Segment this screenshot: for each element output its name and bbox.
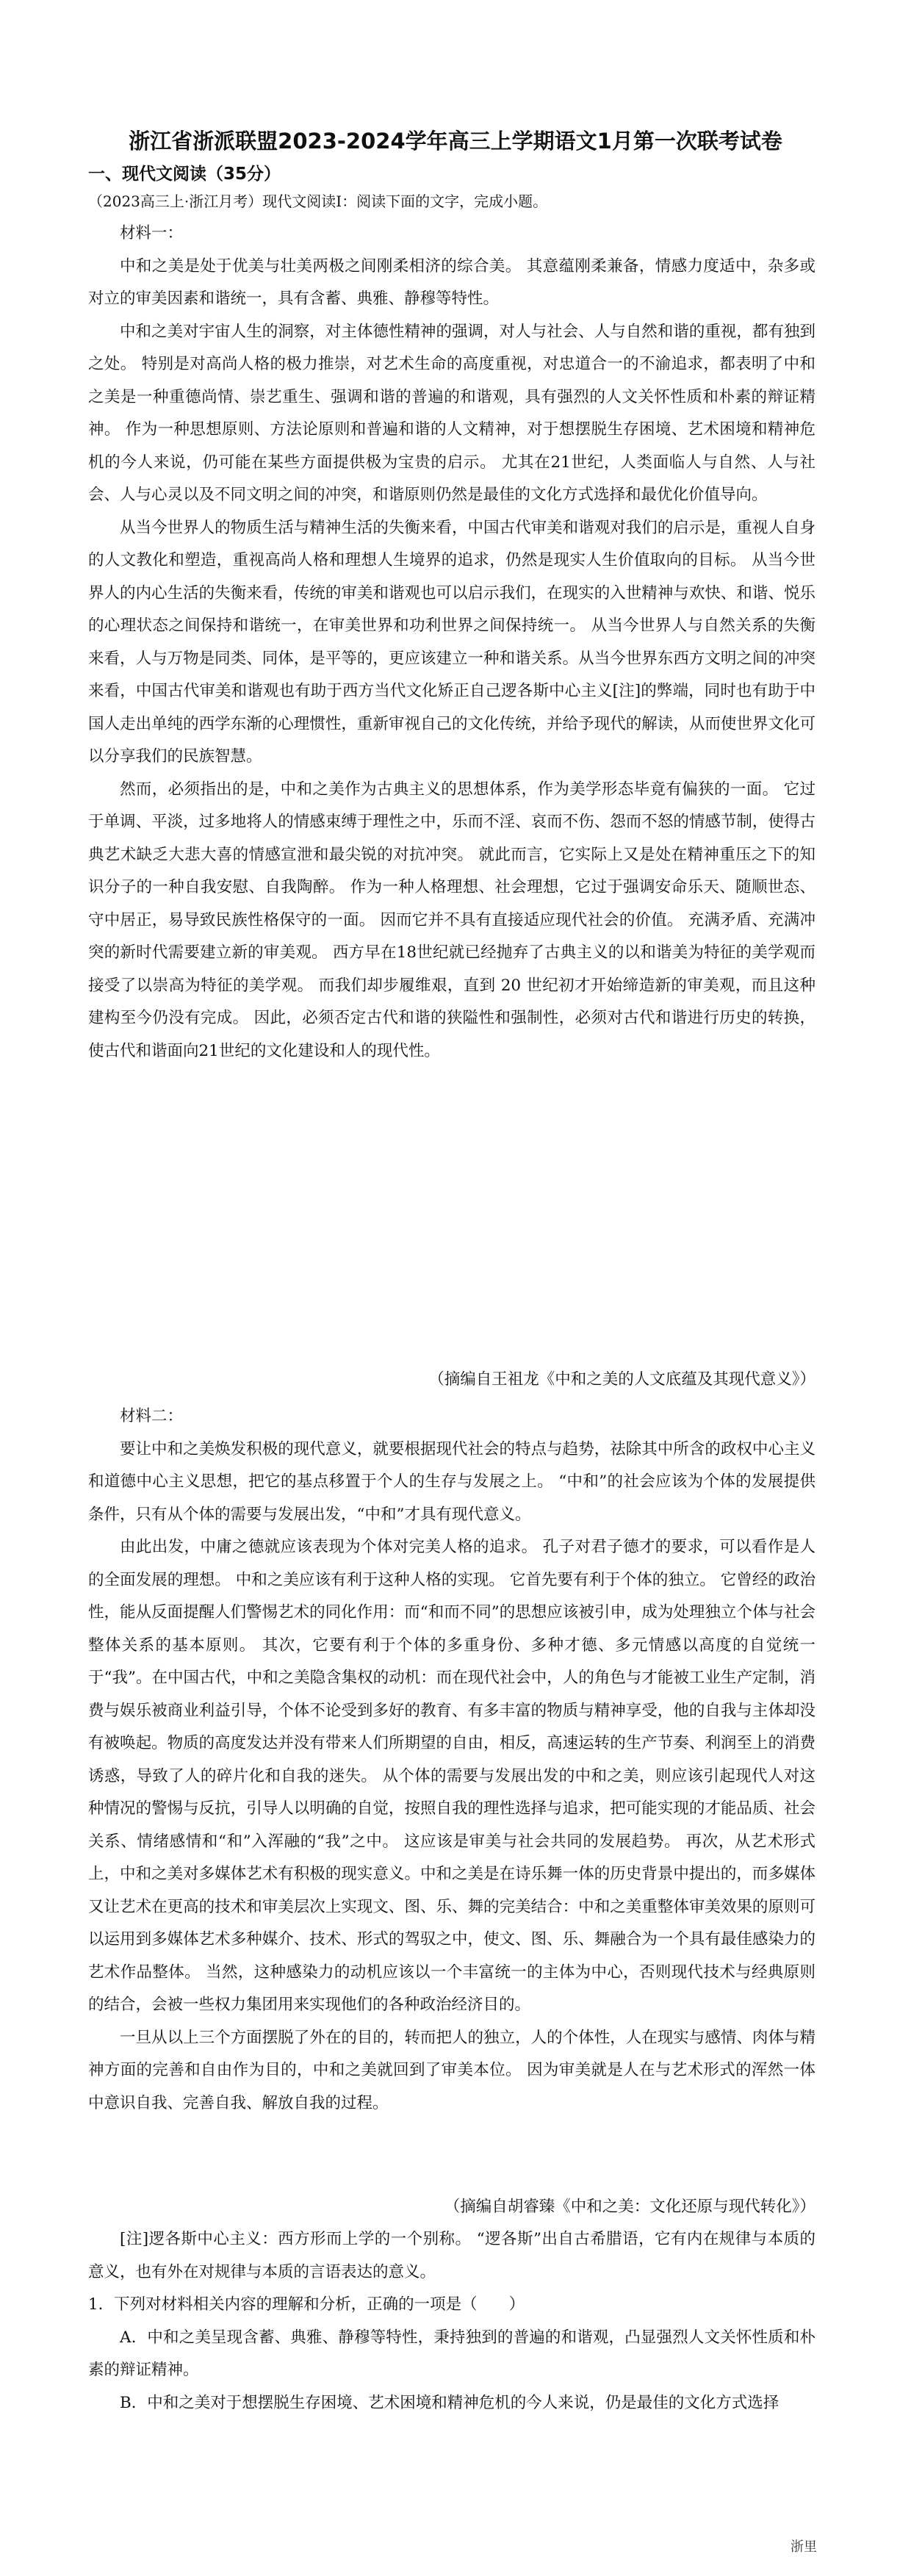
question-block — [88, 2223, 815, 2420]
material2-paragraph: 由此出发，中庸之德就应该表现为个体对完美人格的追求。 孔子对君子德才的要求，可以看作是人的全面发展的理想。 中和之美应该有利于这种人格的实现。 它首先要有利于个体的独立。 它曾经的政治性，能从反面提醒人们警惕艺术的同化作用：而“和而不同”的思想应该被引申，成为处理独立个体与社会整体关系的基本原则。 其次，它要有利于个体的多重身份、多种才德、多元情感以高度的自觉统一于“我”。在中国古代，中和之美隐含集权的动机：而在现代社会中，人的角色与才能被工业生产定制，消费与娱乐被商业利益引导，个体不论受到多好的教育、有多丰富的物质与精神享受，他的自我与主体却没有被唤起。物质的高度发达并没有带来人们所期望的自由，相反，高速运转的生产节奏、利润至上的消费诱惑，导致了人的碎片化和自我的迷失。 从个体的需要与发展出发的中和之美，则应该引起现代人对这种情况的警惕与反抗，引导人以明确的自觉，按照自我的理性选择与追求，把可能实现的才能品质、社会关系、情绪感情和“和”入浑融的“我”之中。 这应该是审美与社会共同的发展趋势。 再次，从艺术形式上，中和之美对多媒体艺术有积极的现实意义。中和之美是在诗乐舞一体的历史背景中提出的，而多媒体又让艺术在更高的技术和审美层次上实现文、图、乐、舞的完美结合：中和之美重整体审美效果的原则可以运用到多媒体艺术多种媒介、技术、形式的驾驭之中，使文、图、乐、舞融合为一个具有最佳感染力的艺术作品整体。 当然，这种感染力的动机应该以一个丰富统一的主体为中心，否则现代技术与经典原则的结合，会被一些权力集团用来实现他们的各种政治经济目的。 — [88, 1538, 815, 2014]
question-option[interactable]: A．中和之美呈现含蓄、典雅、静穆等特性，秉持独到的普遍的和谐观，凸显强烈人文关怀性质和朴素的辩证精神。 — [88, 2328, 815, 2379]
material2-paragraph: 要让中和之美焕发积极的现代意义，就要根据现代社会的特点与趋势，祛除其中所含的政权中心主义和道德中心主义思想，把它的基点移置于个人的生存与发展之上。 “中和”的社会应该为个体的发展提供条件，只有从个体的需要与发展出发，“中和”才具有现代意义。 — [88, 1439, 815, 1524]
material1-citation: （摘编自王祖龙《中和之美的人文底蕴及其现代意义》） — [428, 1370, 815, 1389]
page-footer: 浙里 — [791, 2539, 817, 2555]
material2-label: 材料二： — [120, 1407, 184, 1425]
material2-paragraph: 一旦从以上三个方面摆脱了外在的目的，转而把人的独立，人的个体性，人在现实与感情、肉体与精神方面的完善和自由作为目的，中和之美就回到了审美本位。 因为审美就是人在与艺术形式的浑然一体中意识自我、完善自我、解放自我的过程。 — [88, 2028, 815, 2112]
question-stem: 1．下列对材料相关内容的理解和分析，正确的一项是（ ） — [88, 2295, 525, 2314]
material1-paragraph: 从当今世界人的物质生活与精神生活的失衡来看，中国古代审美和谐观对我们的启示是，重视人自身的人文教化和塑造，重视高尚人格和理想人生境界的追求，仍然是现实人生价值取向的目标。 从当今世界人的内心生活的失衡来看，传统的审美和谐观也可以启示我们，在现实的入世精神与欢快、和谐、悦乐的心理状态之间保持和谐统一，在审美世界和功利世界之间保持统一。 从当今世界人与自然关系的失衡来看，人与万物是同类、同体，是平等的，更应该建立一种和谐关系。从当今世界东西方文明之间的冲突来看，中国古代审美和谐观也有助于西方当代文化矫正自己逻各斯中心主义[注]的弊端，同时也有助于中国人走出单纯的西学东渐的心理惯性，重新审视自己的文化传统，并给予现代的解读，从而使世界文化可以分享我们的民族智慧。 — [88, 518, 815, 766]
section-heading: 一、现代文阅读（35分） — [88, 165, 281, 184]
material1-block — [88, 217, 815, 1068]
question-option[interactable]: B．中和之美对于想摆脱生存困境、艺术困境和精神危机的今人来说，仍是最佳的文化方式选择 — [120, 2393, 779, 2412]
exam-title: 浙江省浙派联盟2023-2024学年高三上学期语文1月第一次联考试卷 — [129, 129, 782, 154]
material1-paragraph: 然而，必须指出的是，中和之美作为古典主义的思想体系，作为美学形态毕竟有偏狭的一面。 它过于单调、平淡，过多地将人的情感束缚于理性之中，乐而不淫、哀而不伤、怨而不怒的情感节制，使得古典艺术缺乏大悲大喜的情感宣泄和最尖锐的对抗冲突。 就此而言，它实际上又是处在精神重压之下的知识分子的一种自我安慰、自我陶醉。 作为一种人格理想、社会理想，它过于强调安命乐天、随顺世态、守中居正，易导致民族性格保守的一面。 因而它并不具有直接适应现代社会的价值。 充满矛盾、充满冲突的新时代需要建立新的审美观。 西方早在18世纪就已经抛弃了古典主义的以和谐美为特征的美学观而接受了以崇高为特征的美学观。 而我们却步履维艰，直到 20 世纪初才开始缔造新的审美观，而且这种建构至今仍没有完成。 因此，必须否定古代和谐的狭隘性和强制性，必须对古代和谐进行历史的转换，使古代和谐面向21世纪的文化建设和人的现代性。 — [88, 780, 815, 1060]
material2-block — [88, 1400, 815, 2120]
section-intro: （2023高三上·浙江月考）现代文阅读Ⅰ：阅读下面的文字，完成小题。 — [88, 193, 548, 210]
material1-paragraph: 中和之美对宇宙人生的洞察，对主体德性精神的强调，对人与社会、人与自然和谐的重视，都有独到之处。 特别是对高尚人格的极力推崇，对艺术生命的高度重视，对忠道合一的不渝追求，都表明了中和之美是一种重德尚情、崇艺重生、强调和谐的普遍的和谐观，具有强烈的人文关怀性质和朴素的辩证精神。 作为一种思想原则、方法论原则和普遍和谐的人文精神，对于想摆脱生存困境、艺术困境和精神危机的今人来说，仍可能在某些方面提供极为宝贵的启示。 尤其在21世纪，人类面临人与自然、人与社会、人与心灵以及不同文明之间的冲突，和谐原则仍然是最佳的文化方式选择和最优化价值导向。 — [88, 322, 815, 504]
material1-paragraph: 中和之美是处于优美与壮美两极之间刚柔相济的综合美。 其意蕴刚柔兼备，情感力度适中，杂多或对立的审美因素和谐统一，具有含蓄、典雅、静穆等特性。 — [88, 256, 815, 308]
material2-citation: （摘编自胡睿臻《中和之美：文化还原与现代转化》） — [444, 2198, 815, 2216]
footnote: [注]逻各斯中心主义：西方形而上学的一个别称。 “逻各斯”出自古希腊语，它有内在规律与本质的意义，也有外在对规律与本质的言语表达的意义。 — [88, 2230, 815, 2281]
material1-label: 材料一： — [120, 224, 184, 242]
